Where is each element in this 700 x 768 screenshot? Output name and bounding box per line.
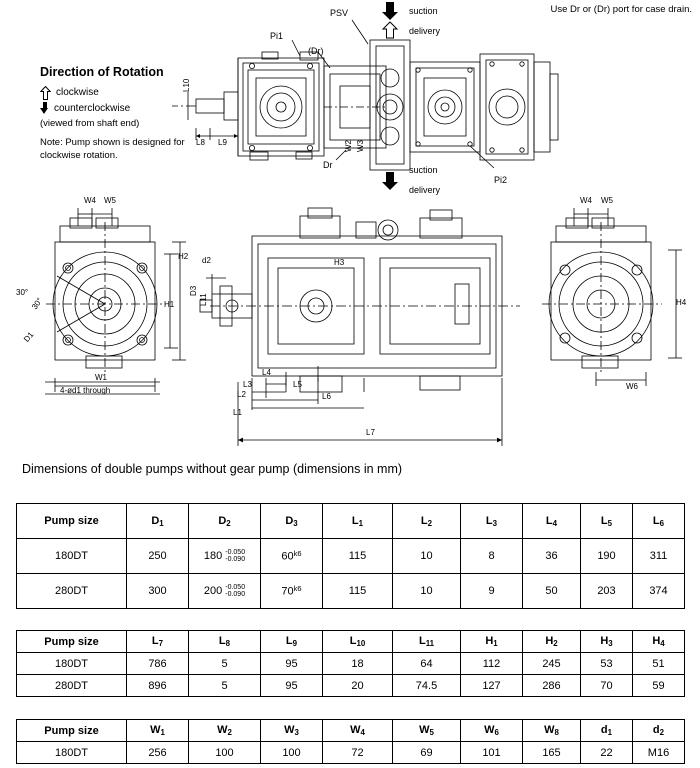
label-suction-bottom: suction <box>409 165 438 175</box>
label-l10: L10 <box>182 78 191 92</box>
table-row <box>17 539 685 574</box>
label-dr: Dr <box>323 160 333 170</box>
th-h2: $H_2$ <box>523 631 581 653</box>
cell-w5: 69 <box>393 742 461 764</box>
cell-l4: 36 <box>523 539 581 574</box>
th-l4: $L_4$ <box>523 504 581 539</box>
th-d2-small: $d_2$ <box>633 720 685 742</box>
cell-d2-tol-upper: -0.050 <box>225 583 246 591</box>
cell-l9: 95 <box>261 653 323 675</box>
case-drain-note: Use Dr or (Dr) port for case drain. <box>550 4 692 15</box>
cell-h3: 70 <box>581 675 633 697</box>
viewed-from-shaft-end-label: (viewed from shaft end) <box>40 118 140 130</box>
label-l8: L8 <box>196 138 205 147</box>
label-d2: d2 <box>202 256 211 265</box>
th-h4: $H_4$ <box>633 631 685 653</box>
cell-l3: 8 <box>461 539 523 574</box>
cell-w6: 101 <box>461 742 523 764</box>
th-pump-size: Pump size <box>17 720 127 742</box>
cell-d2-tol-lower: -0.090 <box>225 591 246 598</box>
cell-pump-size: 180DT <box>17 653 127 675</box>
label-w3: W3 <box>356 140 365 152</box>
cell-w2: 100 <box>189 742 261 764</box>
cell-l2: 10 <box>393 574 461 609</box>
label-pi2: Pi2 <box>494 175 508 185</box>
label-pi1: Pi1 <box>270 31 284 41</box>
table-header-row <box>17 504 685 539</box>
delivery-arrow-top-icon <box>383 22 397 38</box>
th-h3: $H_3$ <box>581 631 633 653</box>
table-header-row <box>17 720 685 742</box>
cell-l7: 896 <box>127 675 189 697</box>
th-w5: $W_5$ <box>393 720 461 742</box>
cell-l1: 115 <box>323 539 393 574</box>
flow-arrows-top <box>382 2 398 38</box>
cell-h2: 286 <box>523 675 581 697</box>
label-h4: H4 <box>676 298 687 307</box>
th-w1: $W_1$ <box>127 720 189 742</box>
cell-l11: 64 <box>393 653 461 675</box>
dimensions-table-3 <box>16 719 685 764</box>
th-l6: $L_6$ <box>633 504 685 539</box>
label-d1: D1 <box>22 330 36 344</box>
cell-d2-tol-upper: -0.050 <box>225 548 246 556</box>
label-h2: H2 <box>178 252 189 261</box>
cell-d3: $70^{k6}$ <box>261 574 323 609</box>
cell-d2 <box>189 574 261 609</box>
label-w2: W2 <box>344 140 353 152</box>
suction-arrow-bottom-icon <box>382 172 398 190</box>
th-w8: $W_8$ <box>523 720 581 742</box>
th-w4: $W_4$ <box>323 720 393 742</box>
cell-h3: 53 <box>581 653 633 675</box>
counterclockwise-label: counterclockwise <box>54 102 131 114</box>
th-w6: $W_6$ <box>461 720 523 742</box>
th-d1: $D_1$ <box>127 504 189 539</box>
label-w5-left: W5 <box>104 196 116 205</box>
th-d2: $D_2$ <box>189 504 261 539</box>
th-w2: $W_2$ <box>189 720 261 742</box>
cell-w8: 165 <box>523 742 581 764</box>
cell-h4: 59 <box>633 675 685 697</box>
cell-l6: 374 <box>633 574 685 609</box>
cell-h2: 245 <box>523 653 581 675</box>
label-l3: L3 <box>243 380 252 389</box>
th-l1: $L_1$ <box>323 504 393 539</box>
th-h1: $H_1$ <box>461 631 523 653</box>
label-l6: L6 <box>322 392 331 401</box>
middle-views-drawing <box>0 196 700 456</box>
label-l9: L9 <box>218 138 227 147</box>
top-assembly-svg <box>0 0 700 200</box>
label-l7: L7 <box>366 428 375 437</box>
cell-w1: 256 <box>127 742 189 764</box>
th-d3: $D_3$ <box>261 504 323 539</box>
cell-w3: 100 <box>261 742 323 764</box>
cell-h4: 51 <box>633 653 685 675</box>
label-thread-note: 4-ød1 through <box>60 386 111 395</box>
cell-d2 <box>189 539 261 574</box>
rotation-title: Direction of Rotation <box>40 65 164 79</box>
cell-w4: 72 <box>323 742 393 764</box>
th-w3: $W_3$ <box>261 720 323 742</box>
table-row <box>17 574 685 609</box>
cell-d2-tol-lower: -0.090 <box>225 556 246 563</box>
cell-l9: 95 <box>261 675 323 697</box>
clockwise-design-note: Note: Pump shown is designed for clockwise rotation. <box>40 137 185 161</box>
label-delivery-top: delivery <box>409 26 441 36</box>
th-l9: $L_9$ <box>261 631 323 653</box>
cell-l10: 20 <box>323 675 393 697</box>
cell-l8: 5 <box>189 675 261 697</box>
label-h1: H1 <box>164 300 175 309</box>
label-h3: H3 <box>334 258 345 267</box>
label-suction-top: suction <box>409 6 438 16</box>
label-w6: W6 <box>626 382 638 391</box>
label-dr-paren: (Dr) <box>308 46 324 56</box>
dimensions-table-1 <box>16 503 685 609</box>
flow-arrows-bottom <box>382 172 398 199</box>
th-pump-size: Pump size <box>17 504 127 539</box>
page-title: Dimensions of double pumps without gear pump (dimensions in mm) <box>22 462 403 476</box>
cell-d1: 300 <box>127 574 189 609</box>
cell-pump-size: 180DT <box>17 742 127 764</box>
th-d1-small: $d_1$ <box>581 720 633 742</box>
cell-d3: $60^{k6}$ <box>261 539 323 574</box>
label-l2: L2 <box>237 390 246 399</box>
th-l7: $L_7$ <box>127 631 189 653</box>
cell-d2-small: M16 <box>633 742 685 764</box>
cell-l2: 10 <box>393 539 461 574</box>
suction-arrow-top-icon <box>382 2 398 20</box>
label-l11: L11 <box>199 293 208 306</box>
cell-pump-size: 180DT <box>17 539 127 574</box>
label-delivery-bottom: delivery <box>409 185 441 195</box>
th-l10: $L_{10}$ <box>323 631 393 653</box>
cell-l5: 203 <box>581 574 633 609</box>
th-l3: $L_3$ <box>461 504 523 539</box>
label-l5: L5 <box>293 380 302 389</box>
table-header-row <box>17 631 685 653</box>
label-d3: D3 <box>189 285 198 296</box>
th-l5: $L_5$ <box>581 504 633 539</box>
label-w5-right: W5 <box>601 196 613 205</box>
middle-views-svg <box>0 196 700 456</box>
cell-d2-base: 200 <box>203 585 223 597</box>
cell-d1-small: 22 <box>581 742 633 764</box>
cell-l1: 115 <box>323 574 393 609</box>
cell-l10: 18 <box>323 653 393 675</box>
label-psv: PSV <box>330 8 349 18</box>
cell-h1: 112 <box>461 653 523 675</box>
th-pump-size: Pump size <box>17 631 127 653</box>
label-w1: W1 <box>95 373 107 382</box>
th-l2: $L_2$ <box>393 504 461 539</box>
table-row <box>17 675 685 697</box>
cell-d2-base: 180 <box>203 550 223 562</box>
cell-l8: 5 <box>189 653 261 675</box>
th-l8: $L_8$ <box>189 631 261 653</box>
label-angle-30a: 30° <box>16 288 29 297</box>
table-row <box>17 742 685 764</box>
cell-d1: 250 <box>127 539 189 574</box>
cell-l5: 190 <box>581 539 633 574</box>
cell-h1: 127 <box>461 675 523 697</box>
cell-pump-size: 280DT <box>17 675 127 697</box>
th-l11: $L_{11}$ <box>393 631 461 653</box>
cell-l3: 9 <box>461 574 523 609</box>
label-angle-30b: 30° <box>30 296 45 312</box>
table-row <box>17 653 685 675</box>
clockwise-label: clockwise <box>56 86 99 98</box>
dimensions-table-2 <box>16 630 685 697</box>
cell-l6: 311 <box>633 539 685 574</box>
cell-l4: 50 <box>523 574 581 609</box>
cell-l11: 74.5 <box>393 675 461 697</box>
label-w4-left: W4 <box>84 196 96 205</box>
top-assembly-drawing <box>0 0 700 200</box>
cell-pump-size: 280DT <box>17 574 127 609</box>
cell-l7: 786 <box>127 653 189 675</box>
label-w4-right: W4 <box>580 196 592 205</box>
label-l1: L1 <box>233 408 242 417</box>
label-l4: L4 <box>262 368 271 377</box>
